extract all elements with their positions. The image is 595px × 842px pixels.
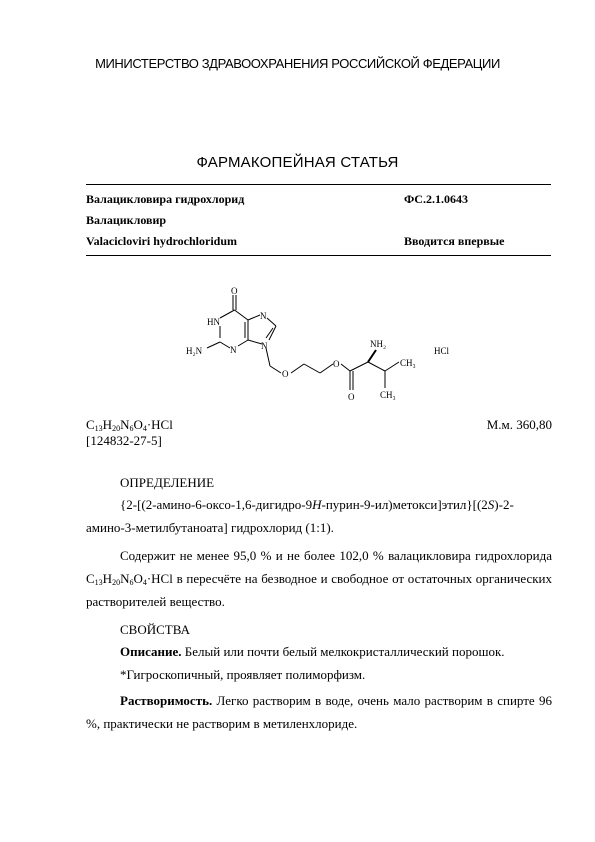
salt-hcl: HCl — [434, 346, 450, 356]
hygroscopic-text: *Гигроскопичный, проявляет полиморфизм. — [120, 667, 366, 682]
solubility-text: Растворимость. Легко растворим в воде, очень мало растворим в спирте 96 %, практически не растворим в метиленхлориде. — [86, 693, 552, 731]
atom-h2n: H₂N — [186, 346, 203, 356]
atom-nh2: NH₂ — [370, 339, 387, 349]
atom-o-ester: O — [333, 359, 340, 369]
substance-name-ru: Валацикловира гидрохлорид — [86, 192, 245, 206]
atom-hn: HN — [207, 317, 220, 327]
bottom-rule — [86, 255, 551, 256]
content-text: Содержит не менее 95,0 % и не более 102,0 % валацикловира гидрохлорида $C_{13}H_{20}N_6O_4\cdot HCl$ в пересчёте на безводное и свободное от остаточных органических растворителей вещество. — [86, 548, 552, 609]
ministry-header: МИНИСТЕРСТВО ЗДРАВООХРАНЕНИЯ РОССИЙСКОЙ ФЕДЕРАЦИИ — [95, 56, 500, 71]
definition-text: {2-[(2-амино-6-оксо-1,6-дигидро-9H-пурин-9-ил)метокси]этил}[(2S)-2-амино-3-метилбутаноата] гидрохлорид (1:1). — [86, 497, 514, 535]
atom-n7: N — [260, 311, 267, 321]
definition-heading: ОПРЕДЕЛЕНИЕ — [120, 475, 215, 490]
top-rule — [86, 184, 551, 185]
structure-atom-labels — [186, 286, 450, 402]
atom-o-ester-carbonyl: O — [348, 392, 355, 402]
status-text: Вводится впервые — [404, 234, 505, 248]
properties-heading: СВОЙСТВА — [120, 622, 190, 637]
atom-n9: N — [261, 341, 268, 351]
description-text: Описание. Белый или почти белый мелкокристаллический порошок. — [120, 644, 505, 659]
atom-n3: N — [230, 345, 237, 355]
atom-ch3-a: CH₃ — [400, 358, 416, 368]
molecular-weight: М.м. 360,80 — [486, 417, 552, 432]
substance-name-latin: Valaciclovіri hydrochloridum — [86, 234, 238, 248]
atom-o-ether: O — [282, 369, 289, 379]
document-title: ФАРМАКОПЕЙНАЯ СТАТЬЯ — [196, 154, 399, 171]
atom-ch3-b: CH₃ — [380, 390, 396, 400]
monograph-code: ФС.2.1.0643 — [404, 192, 468, 206]
substance-short-name: Валацикловир — [86, 213, 167, 227]
molecular-formula: $C_{13}H_{20}N_6O_4\cdot HCl$ — [86, 417, 173, 433]
cas-number: [124832-27-5] — [86, 433, 162, 448]
chemical-structure — [180, 282, 480, 412]
atom-o-carbonyl: O — [231, 286, 238, 296]
